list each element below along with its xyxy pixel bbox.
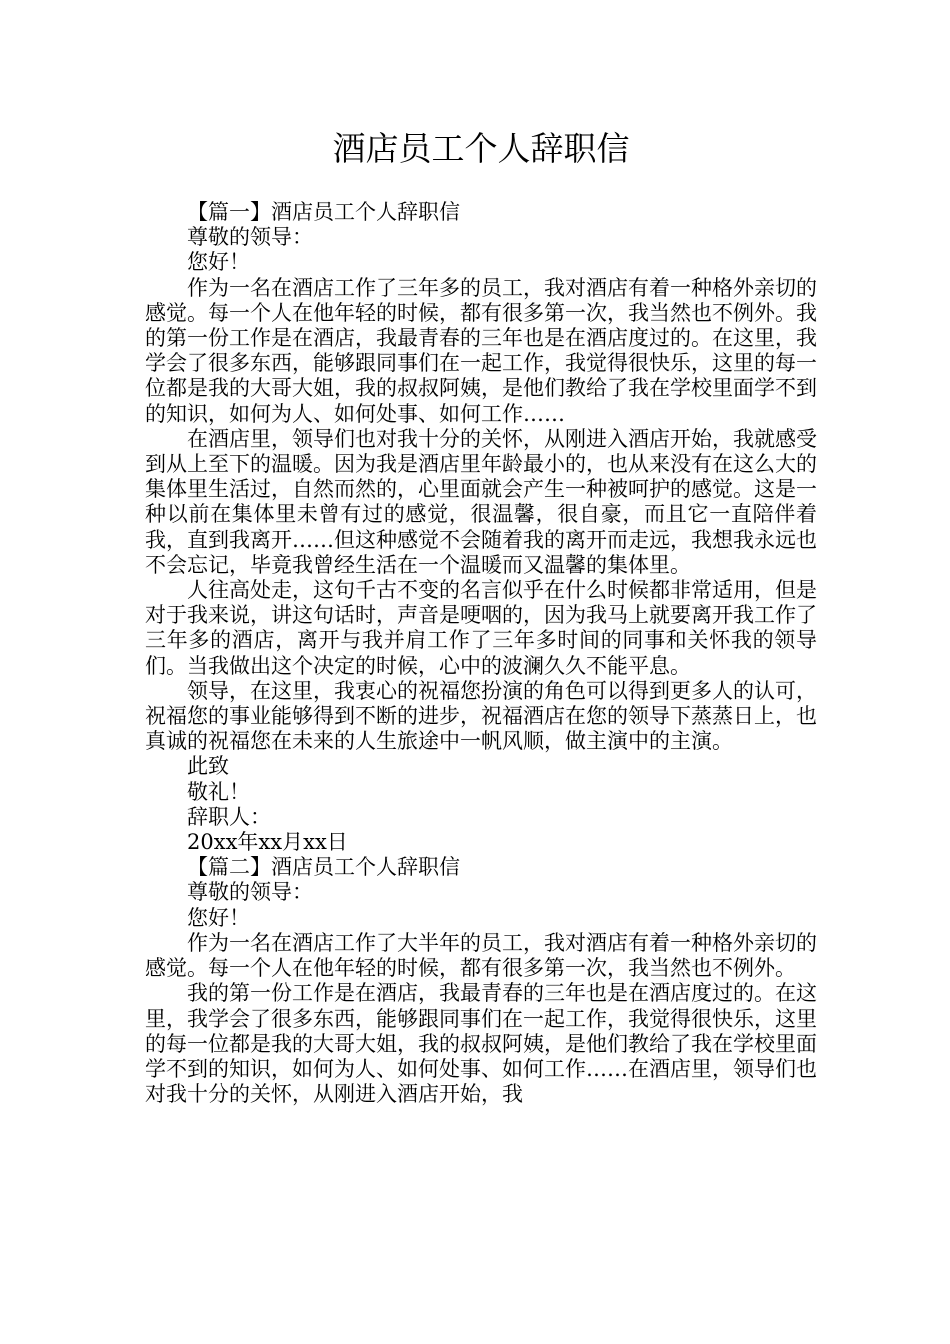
section1-signer: 辞职人：	[187, 804, 271, 829]
section2-paragraph-1: 作为一名在酒店工作了大半年的员工，我对酒店有着一种格外亲切的感觉。每一个人在他年轻的时候，都有很多第一次，我当然也不例外。	[145, 930, 817, 981]
section1-closing-1: 此致	[187, 754, 229, 779]
section2-salutation: 尊敬的领导：	[187, 880, 313, 905]
section2-heading: 【篇二】酒店员工个人辞职信	[187, 855, 460, 880]
section1-salutation: 尊敬的领导：	[187, 225, 313, 250]
section2-greeting: 您好！	[187, 905, 250, 930]
section1-paragraph-4: 领导，在这里，我衷心的祝福您扮演的角色可以得到更多人的认可，祝福您的事业能够得到不断的进步，祝福酒店在您的领导下蒸蒸日上，也真诚的祝福您在未来的人生旅途中一帆风顺，做主演中的主演。	[145, 678, 817, 754]
section1-greeting: 您好！	[187, 250, 250, 275]
section1-heading: 【篇一】酒店员工个人辞职信	[187, 200, 460, 224]
section2-paragraph-2: 我的第一份工作是在酒店，我最青春的三年也是在酒店度过的。在这里，我学会了很多东西，能够跟同事们在一起工作，我觉得很快乐，这里的每一位都是我的大哥大姐，我的叔叔阿姨，是他们教给了我在学校里面学不到的知识，如何为人、如何处事、如何工作……在酒店里，领导们也对我十分的关怀，从刚进入酒店开始，我	[145, 981, 817, 1107]
section1-paragraph-1: 作为一名在酒店工作了三年多的员工，我对酒店有着一种格外亲切的感觉。每一个人在他年轻的时候，都有很多第一次，我当然也不例外。我的第一份工作是在酒店，我最青春的三年也是在酒店度过的。在这里，我学会了很多东西，能够跟同事们在一起工作，我觉得很快乐，这里的每一位都是我的大哥大姐，我的叔叔阿姨，是他们教给了我在学校里面学不到的知识，如何为人、如何处事、如何工作……	[145, 275, 817, 426]
section1-paragraph-2: 在酒店里，领导们也对我十分的关怀，从刚进入酒店开始，我就感受到从上至下的温暖。因为我是酒店里年龄最小的，也从来没有在这么大的集体里生活过，自然而然的，心里面就会产生一种被呵护的感觉。这是一种以前在集体里未曾有过的感觉，很温馨，很自豪，而且它一直陪伴着我，直到我离开……但这种感觉不会随着我的离开而走远，我想我永远也不会忘记，毕竟我曾经生活在一个温暖而又温馨的集体里。	[145, 426, 817, 577]
section1-closing-2: 敬礼！	[187, 779, 250, 804]
section1-date: 20xx年xx月xx日	[187, 830, 348, 855]
document-title: 酒店员工个人辞职信	[332, 129, 630, 168]
section1-paragraph-3: 人往高处走，这句千古不变的名言似乎在什么时候都非常适用，但是对于我来说，讲这句话时，声音是哽咽的，因为我马上就要离开我工作了三年多的酒店，离开与我并肩工作了三年多时间的同事和关怀我的领导们。当我做出这个决定的时候，心中的波澜久久不能平息。	[145, 578, 817, 678]
document-page	[145, 124, 817, 1107]
